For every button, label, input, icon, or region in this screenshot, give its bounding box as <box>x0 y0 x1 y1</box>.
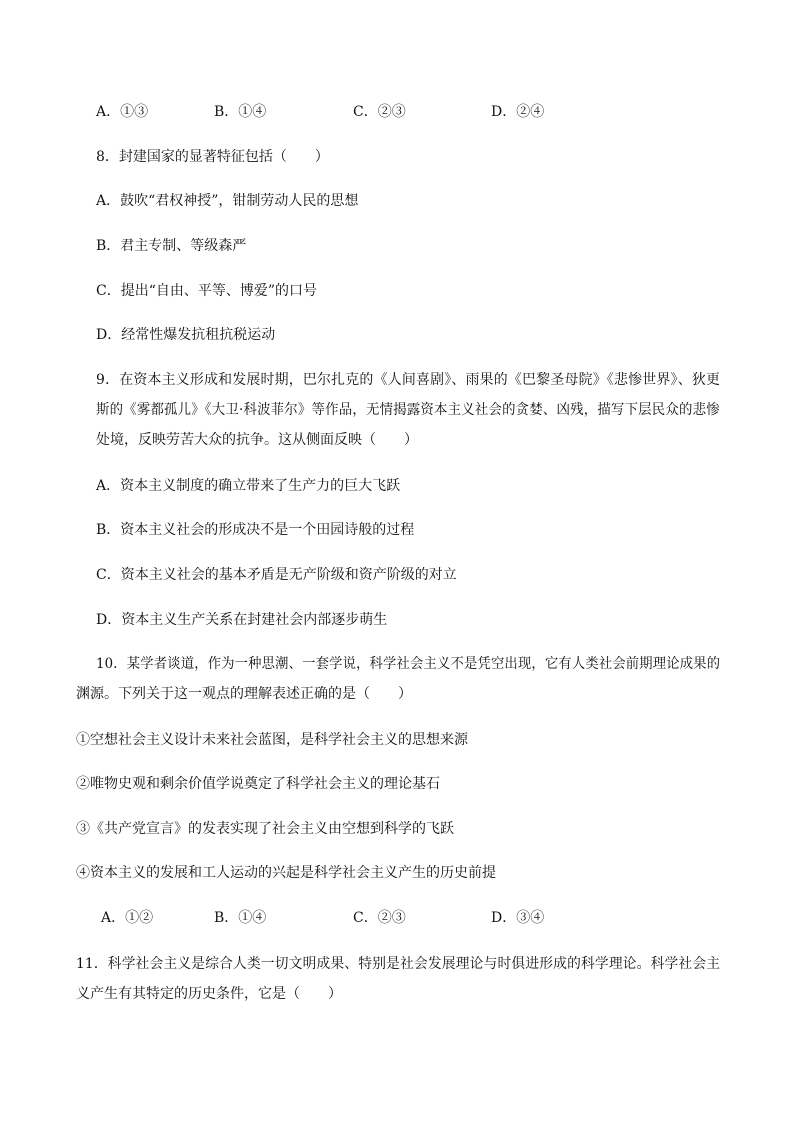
q9-stem-line-1: 9．在资本主义形成和发展时期，巴尔扎克的《人间喜剧》、雨果的《巴黎圣母院》《悲惨世界》、狄更 <box>96 372 721 388</box>
q8-option-d: D．经常性爆发抗租抗税运动 <box>96 327 276 343</box>
q10-statement-1: ①空想社会主义设计未来社会蓝图，是科学社会主义的思想来源 <box>76 732 468 748</box>
q8-option-c: C．提出“自由、平等、博爱”的口号 <box>96 283 318 299</box>
q8-option-b: B．君主专制、等级森严 <box>96 238 247 254</box>
q10-option-b: B．①④ <box>214 910 267 926</box>
q10-stem-line-1: 10．某学者谈道，作为一种思潮、一套学说，科学社会主义不是凭空出现，它有人类社会前期理论成果的 <box>96 656 721 672</box>
q10-statement-3: ③《共产党宣言》的发表实现了社会主义由空想到科学的飞跃 <box>76 821 454 837</box>
q9-option-d: D．资本主义生产关系在封建社会内部逐步萌生 <box>96 612 388 628</box>
q10-option-d: D．③④ <box>491 910 545 926</box>
q7-option-c: C．②③ <box>353 104 406 120</box>
q8-stem: 8．封建国家的显著特征包括（ ） <box>96 149 329 165</box>
q9-option-c: C．资本主义社会的基本矛盾是无产阶级和资产阶级的对立 <box>96 567 457 583</box>
q10-stem-line-2: 渊源。下列关于这一观点的理解表述正确的是（ ） <box>76 686 412 702</box>
q9-stem-line-3: 处境，反映劳苦大众的抗争。这从侧面反映（ ） <box>96 432 418 448</box>
q7-option-a: A．①③ <box>96 104 149 120</box>
q8-option-a: A．鼓吹“君权神授”，钳制劳动人民的思想 <box>96 193 359 209</box>
q10-option-c: C．②③ <box>353 910 406 926</box>
q11-stem-line-1: 11．科学社会主义是综合人类一切文明成果、特别是社会发展理论与时俱进形成的科学理论。科学社会主 <box>76 956 721 972</box>
q10-option-a: A．①② <box>101 910 154 926</box>
q7-option-b: B．①④ <box>214 104 267 120</box>
q9-option-b: B．资本主义社会的形成决不是一个田园诗般的过程 <box>96 522 415 538</box>
q9-stem-line-2: 斯的《雾都孤儿》《大卫·科波菲尔》等作品，无情揭露资本主义社会的贪婪、凶残，描写下层民众的悲惨 <box>96 402 720 418</box>
q9-option-a: A．资本主义制度的确立带来了生产力的巨大飞跃 <box>96 478 401 494</box>
q10-statement-4: ④资本主义的发展和工人运动的兴起是科学社会主义产生的历史前提 <box>76 865 496 881</box>
q11-stem-line-2: 义产生有其特定的历史条件，它是（ ） <box>76 986 342 1002</box>
q10-statement-2: ②唯物史观和剩余价值学说奠定了科学社会主义的理论基石 <box>76 776 440 792</box>
q7-option-d: D．②④ <box>491 104 545 120</box>
